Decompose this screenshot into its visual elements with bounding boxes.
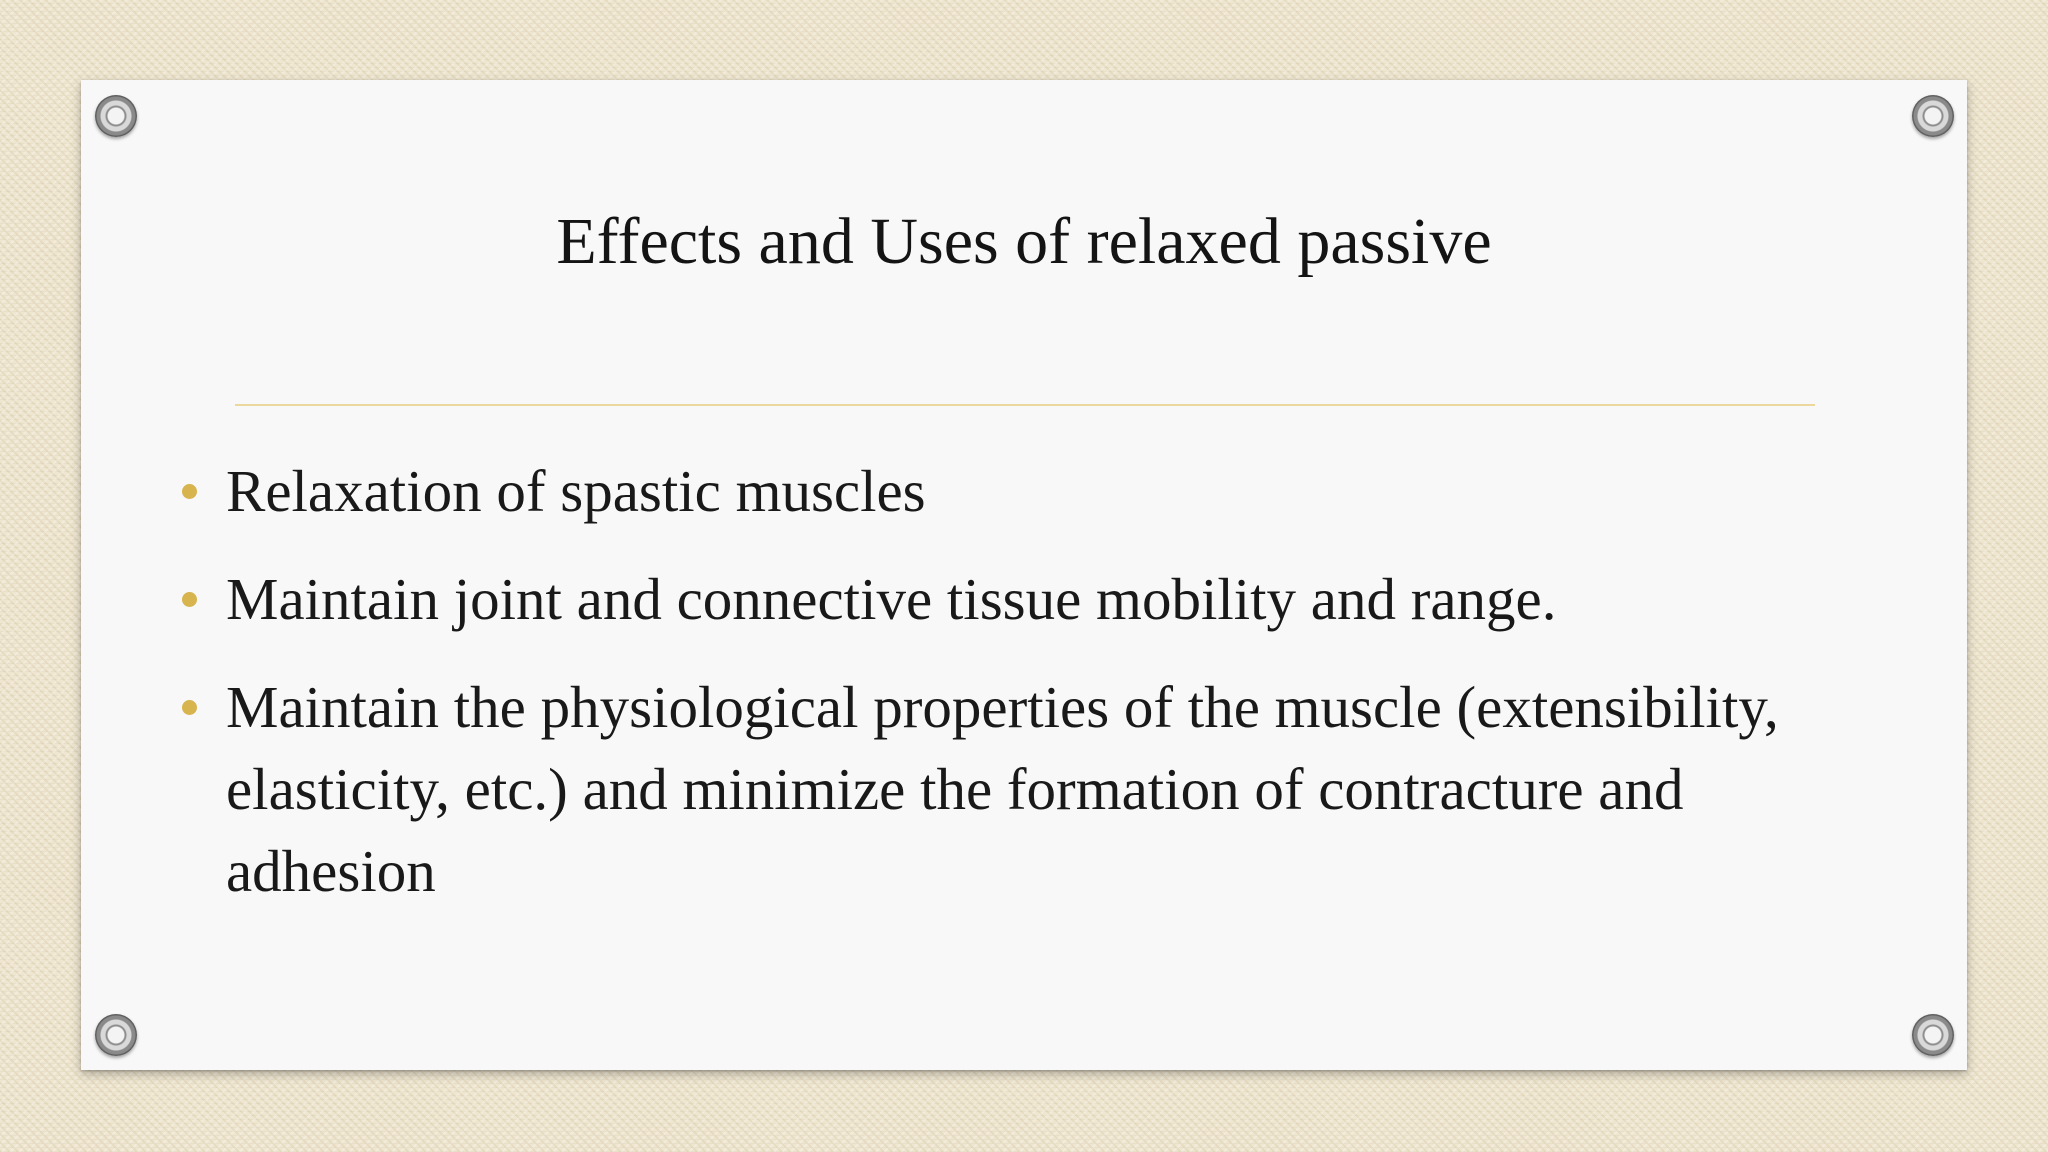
bullet-text: Maintain joint and connective tissue mobility and range. [226,566,1557,632]
bullet-item [175,450,1815,532]
grommet-icon [1912,1014,1954,1056]
grommet-icon [95,95,137,137]
bullet-list [175,450,1815,938]
bullet-dot-icon [182,484,197,499]
grommet-icon [1912,95,1954,137]
bullet-dot-icon [182,592,197,607]
bullet-text: Relaxation of spastic muscles [226,458,926,524]
bullet-text: Maintain the physiological properties of the muscle (extensibility, elasticity, etc.) and minimize the formation of contracture and adhesion [226,674,1779,904]
grommet-icon [95,1014,137,1056]
bullet-item [175,666,1815,912]
title-divider [235,404,1815,406]
slide-title: Effects and Uses of relaxed passive [556,205,1492,278]
bullet-dot-icon [182,700,197,715]
bullet-item [175,558,1815,640]
